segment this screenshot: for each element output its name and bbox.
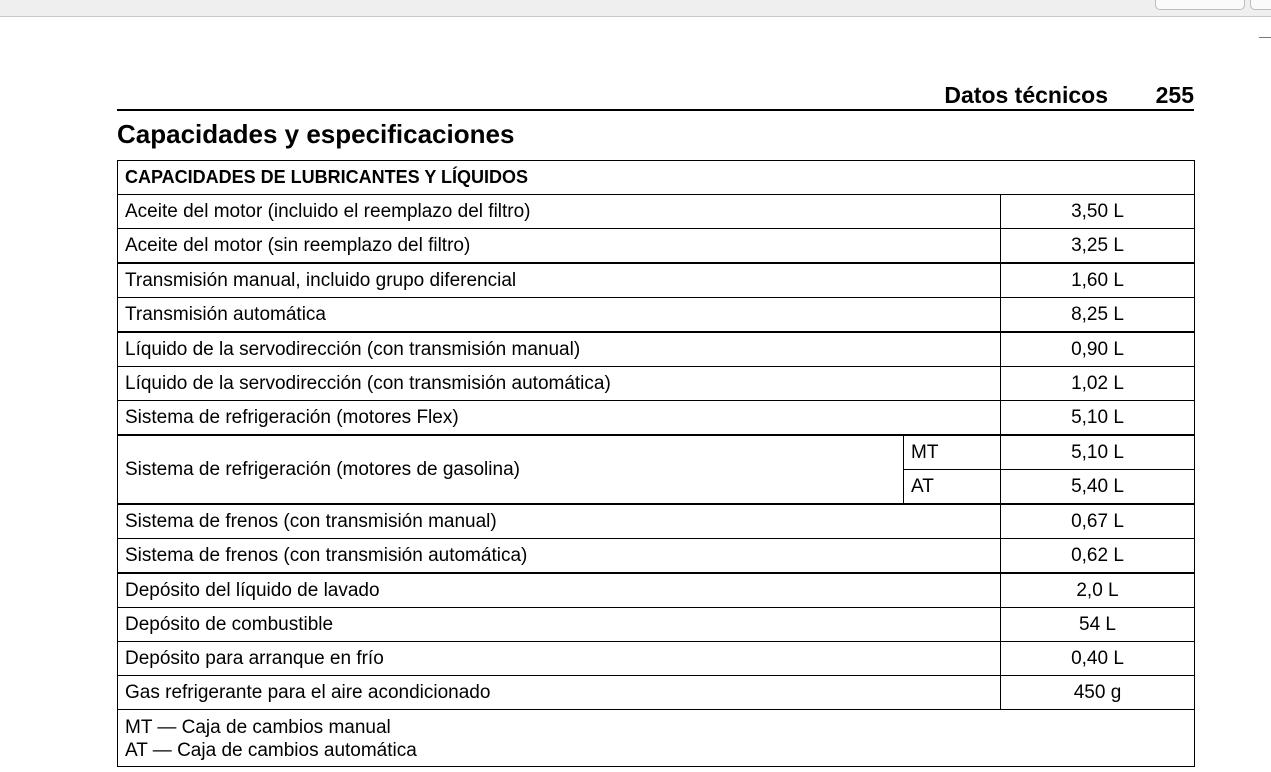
row-label: Aceite del motor (incluido el reemplazo del filtro)	[118, 195, 1001, 229]
row-label: Depósito para arranque en frío	[118, 642, 1001, 676]
table-row	[118, 298, 1195, 333]
table-row	[118, 539, 1195, 574]
section-title: Capacidades y especificaciones	[117, 119, 515, 149]
toolbar-button[interactable]	[1250, 0, 1271, 10]
row-value: 2,0 L	[1001, 573, 1195, 608]
row-value: 0,67 L	[1001, 504, 1195, 539]
row-value: 3,50 L	[1001, 195, 1195, 229]
viewer-toolbar	[0, 0, 1271, 17]
table-heading-row	[118, 161, 1195, 195]
table-row	[118, 229, 1195, 264]
row-label: Transmisión manual, incluido grupo diferencial	[118, 263, 1001, 298]
row-value: 0,90 L	[1001, 332, 1195, 367]
table-row	[118, 367, 1195, 401]
row-label: Sistema de refrigeración (motores Flex)	[118, 401, 1001, 436]
table-row	[118, 676, 1195, 710]
row-value: 450 g	[1001, 676, 1195, 710]
table-row	[118, 504, 1195, 539]
row-value: 0,62 L	[1001, 539, 1195, 574]
table-heading: CAPACIDADES DE LUBRICANTES Y LÍQUIDOS	[118, 161, 1195, 195]
row-label: Depósito del líquido de lavado	[118, 573, 1001, 608]
transmission-code: AT	[904, 470, 1001, 505]
table-row	[118, 263, 1195, 298]
notes-row	[118, 710, 1195, 767]
row-value: 1,02 L	[1001, 367, 1195, 401]
row-label: Transmisión automática	[118, 298, 1001, 333]
table-row	[118, 608, 1195, 642]
row-label: Depósito de combustible	[118, 608, 1001, 642]
page-number: 255	[1155, 82, 1194, 108]
row-label: Sistema de frenos (con transmisión automática)	[118, 539, 1001, 574]
note-line: MT — Caja de cambios manual	[125, 717, 391, 738]
table-row	[118, 401, 1195, 436]
table-row	[118, 435, 1195, 470]
row-label: Sistema de frenos (con transmisión manual)	[118, 504, 1001, 539]
row-value: 8,25 L	[1001, 298, 1195, 333]
row-value: 1,60 L	[1001, 263, 1195, 298]
table-row	[118, 195, 1195, 229]
row-label: Líquido de la servodirección (con transmisión manual)	[118, 332, 1001, 367]
table-row	[118, 642, 1195, 676]
page-header	[117, 80, 1194, 111]
row-value: 3,25 L	[1001, 229, 1195, 264]
table-row	[118, 573, 1195, 608]
row-value: 0,40 L	[1001, 642, 1195, 676]
capacities-table	[117, 160, 1195, 767]
row-value: 5,10 L	[1001, 435, 1195, 470]
row-label: Sistema de refrigeración (motores de gasolina)	[118, 435, 904, 504]
row-label: Gas refrigerante para el aire acondicionado	[118, 676, 1001, 710]
transmission-code: MT	[904, 435, 1001, 470]
toolbar-button[interactable]	[1155, 0, 1245, 10]
row-label: Aceite del motor (sin reemplazo del filtro)	[118, 229, 1001, 264]
row-value: 5,40 L	[1001, 470, 1195, 505]
table-row	[118, 332, 1195, 367]
row-value: 5,10 L	[1001, 401, 1195, 436]
row-value: 54 L	[1001, 608, 1195, 642]
header-title: Datos técnicos	[944, 82, 1108, 108]
note-line: AT — Caja de cambios automática	[125, 740, 417, 761]
row-label: Líquido de la servodirección (con transmisión automática)	[118, 367, 1001, 401]
page-edge-mark	[1259, 37, 1271, 38]
notes-cell	[118, 710, 1195, 767]
